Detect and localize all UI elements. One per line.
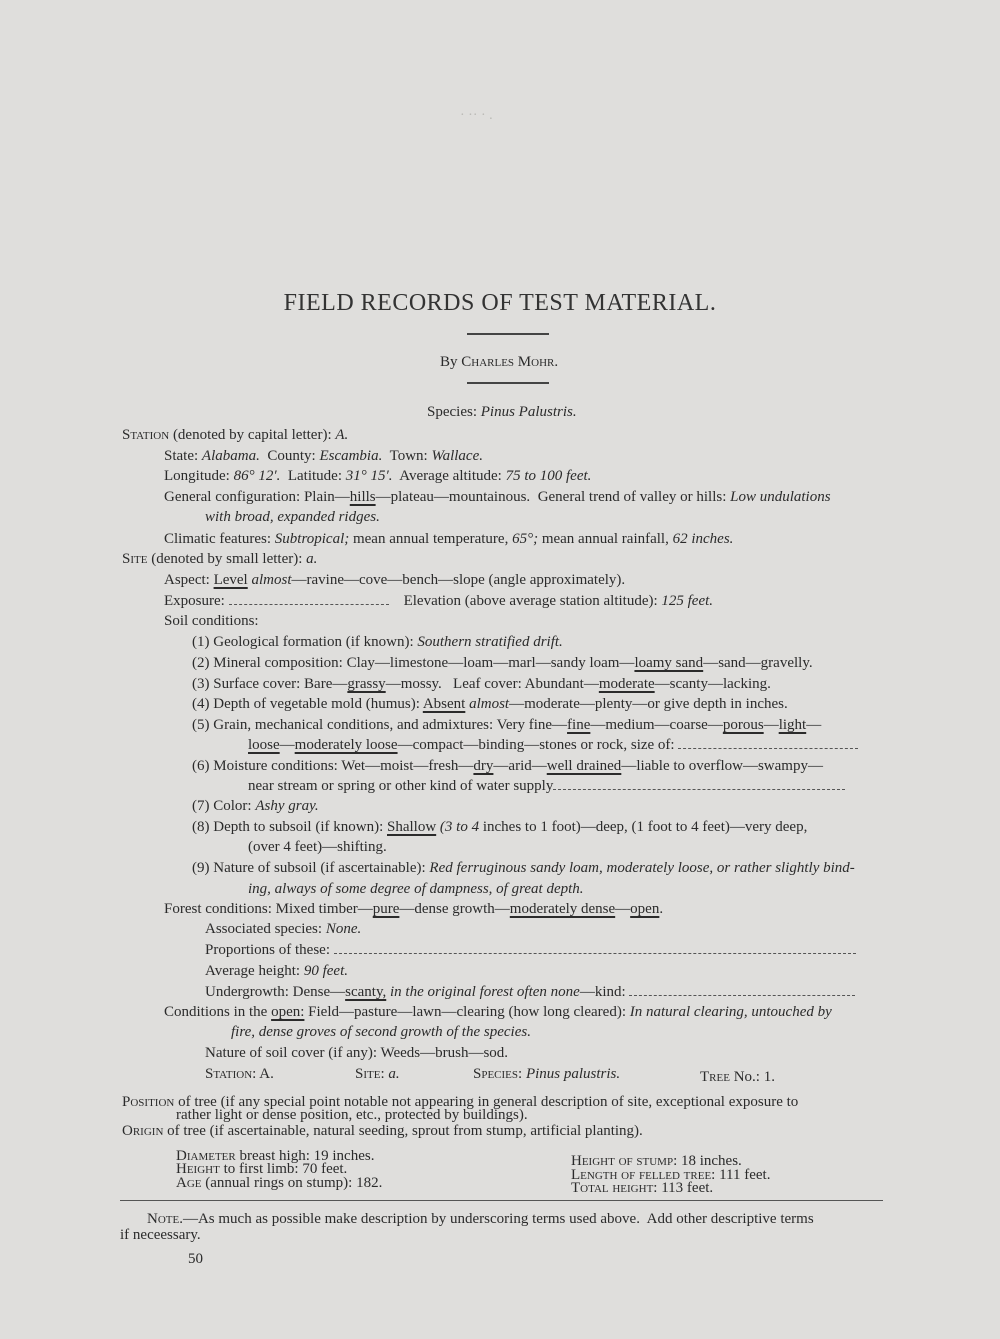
felled-label: Length of felled tree: [571, 1167, 716, 1183]
underscored-term: moderately dense [509, 901, 616, 917]
item-text: — [763, 717, 779, 733]
soil-conditions-label: Soil conditions: [164, 613, 259, 629]
item-label: Geological formation (if known): [213, 634, 414, 650]
site-label: Site: [355, 1066, 385, 1082]
item-text: near stream or spring or other kind of water supply [248, 778, 554, 794]
item-text: Depth to subsoil (if known): [213, 819, 384, 835]
under-italic: in the original forest often none [389, 984, 580, 1000]
item-number: (9) [192, 860, 210, 876]
origin-text: of tree (if ascertainable, natural seeding, sprout from stump, artificial planting). [167, 1123, 643, 1139]
soil-item-1 [192, 633, 563, 651]
site-line [122, 550, 317, 568]
underscored-term: grassy [347, 676, 386, 692]
config-label: General configuration: Plain— [164, 489, 350, 505]
elevation-value: 125 feet. [661, 593, 714, 609]
exposure-label: Exposure: [164, 593, 225, 609]
soil-item-6 [192, 757, 823, 775]
item-number: (8) [192, 819, 210, 835]
item-text: — [806, 717, 822, 733]
climate-line [164, 530, 733, 548]
underscored-term: open: [271, 1004, 305, 1020]
soil-item-9-continuation: ing, always of some degree of dampness, of great depth. [248, 881, 584, 897]
page-number: 50 [188, 1251, 203, 1267]
county-label: County: [267, 448, 316, 464]
tree-site [355, 1065, 400, 1083]
forest-conditions-line [164, 900, 663, 918]
underscored-term: moderate [598, 676, 655, 692]
aspect-level-underscored: Level [213, 572, 248, 588]
elevation-label: Elevation (above average station altitude): [403, 593, 658, 609]
open-text: Conditions in the [164, 1004, 268, 1020]
tree-no: No.: 1. [733, 1069, 775, 1085]
aspect-line [164, 571, 625, 589]
site-value: a. [306, 551, 318, 567]
note-text: —As much as possible make description by underscoring terms used above. Add other descriptive terms [182, 1211, 814, 1227]
bleed-through-mark: · ·· · . [460, 108, 493, 123]
state-line [164, 447, 483, 465]
station-label: Station [122, 427, 170, 443]
aspect-almost: almost [251, 572, 292, 588]
town-value: Wallace. [431, 448, 483, 464]
item-number: (5) [192, 717, 210, 733]
soil-item-2 [192, 654, 813, 672]
soil-cover-line: Nature of soil cover (if any): Weeds—brush—sod. [205, 1045, 509, 1061]
station-value: A. [335, 427, 349, 443]
item-number: (2) [192, 655, 210, 671]
station-value: A. [259, 1066, 274, 1082]
item-number: (7) [192, 798, 210, 814]
age-label: Age [176, 1175, 202, 1191]
item-italic: (3 to 4 [439, 819, 480, 835]
item-text: inches to 1 foot)—deep, (1 foot to 4 feet)—very deep, [482, 819, 808, 835]
assoc-label: Associated species: [205, 921, 323, 937]
undergrowth-line [205, 983, 855, 1001]
state-value: Alabama. [201, 448, 260, 464]
position-label: Position [122, 1094, 175, 1110]
state-label: State: [164, 448, 199, 464]
open-conditions-line [164, 1003, 832, 1021]
aspect-rest: —ravine—cove—bench—slope (angle approximately). [291, 572, 626, 588]
underscored-term: fine [567, 717, 591, 733]
soil-item-9 [192, 859, 855, 877]
note-divider [120, 1200, 883, 1201]
longitude-label: Longitude: [164, 468, 230, 484]
assoc-value: None. [325, 921, 362, 937]
kind-blank [629, 985, 855, 996]
open-text: Field—pasture—lawn—clearing (how long cleared): [308, 1004, 626, 1020]
author-name: Charles Mohr. [461, 354, 559, 370]
total-height-line [571, 1179, 713, 1197]
forest-text: —dense growth— [399, 901, 510, 917]
altitude-value: 75 to 100 feet. [505, 468, 592, 484]
latitude-value: 31° 15′. [345, 468, 393, 484]
site-label: Site [122, 551, 148, 567]
underscored-term: scanty, [345, 984, 387, 1000]
item-text: —moderate—plenty—or give depth in inches. [509, 696, 788, 712]
item-text: —compact—binding—stones or rock, size of: [397, 737, 675, 753]
prop-label: Proportions of these: [205, 942, 330, 958]
temp-value: 65°; [512, 531, 539, 547]
diameter-label: Diameter [176, 1148, 236, 1164]
item-text: Moisture conditions: Wet—moist—fresh— [213, 758, 474, 774]
felled-value: 111 feet. [719, 1167, 771, 1183]
item-number: (3) [192, 676, 210, 692]
config-hills-underscored: hills [349, 489, 376, 505]
item-value: Southern stratified drift. [417, 634, 563, 650]
soil-item-3 [192, 675, 771, 693]
forest-text: — [615, 901, 631, 917]
item-text: —arid— [493, 758, 547, 774]
underscored-term: well drained [546, 758, 622, 774]
height-label: Average height: [205, 963, 301, 979]
climate-value: Subtropical; [274, 531, 350, 547]
byline-rule [467, 382, 549, 384]
species-label: Species: [473, 1066, 523, 1082]
item-value: Ashy gray. [255, 798, 319, 814]
item-rest: —sand—gravelly. [703, 655, 813, 671]
underscored-term: Absent [422, 696, 466, 712]
site-desc: (denoted by small letter): [151, 551, 303, 567]
age-line [176, 1174, 382, 1192]
byline-by: By [440, 354, 458, 370]
origin-label: Origin [122, 1123, 164, 1139]
species-label: Species: [427, 404, 477, 420]
tree-species [473, 1065, 620, 1083]
underscored-term: light [778, 717, 807, 733]
item-label: Nature of subsoil (if ascertainable): [213, 860, 426, 876]
underscored-term: Shallow [387, 819, 437, 835]
item-label: Mineral composition: Clay—limestone—loam—marl—sandy loam— [213, 655, 635, 671]
item-value: Red ferruginous sandy loam, moderately loose, or rather slightly bind- [429, 860, 855, 876]
underscored-term: loamy sand [634, 655, 704, 671]
trend-label: General trend of valley or hills: [537, 489, 727, 505]
origin-line [122, 1122, 643, 1140]
item-text: — [279, 737, 295, 753]
underscored-term: loose [248, 737, 280, 753]
item-text: —scanty—lacking. [654, 676, 771, 692]
average-height-line [205, 962, 348, 980]
water-supply-blank [553, 779, 845, 790]
item-number: (6) [192, 758, 210, 774]
item-text: Surface cover: Bare— [213, 676, 348, 692]
under-text: Undergrowth: Dense— [205, 984, 346, 1000]
byline [440, 353, 558, 371]
item-italic: almost [469, 696, 510, 712]
site-value: a. [388, 1066, 400, 1082]
associated-species-line [205, 920, 361, 938]
aspect-label: Aspect: [164, 572, 210, 588]
note-line [147, 1210, 814, 1228]
station-line [122, 426, 348, 444]
config-rest: —plateau—mountainous. [375, 489, 531, 505]
limb-height-label: Height [176, 1161, 220, 1177]
county-value: Escambia. [319, 448, 383, 464]
soil-item-8 [192, 818, 807, 836]
position-continuation: rather light or dense position, etc., protected by buildings). [176, 1107, 528, 1123]
rain-label: mean annual rainfall, [541, 531, 669, 547]
item-text: Depth of vegetable mold (humus): [213, 696, 420, 712]
trend-value-1: Low undulations [730, 489, 831, 505]
note-label: Note. [147, 1211, 183, 1227]
proportions-blank [334, 943, 856, 954]
underscored-term: open [630, 901, 660, 917]
item-label: Color: [213, 798, 252, 814]
item-number: (1) [192, 634, 210, 650]
soil-item-5-continuation [248, 736, 858, 754]
underscored-term: pure [372, 901, 400, 917]
item-text: Grain, mechanical conditions, and admixtures: Very fine— [213, 717, 568, 733]
station-label: Station: [205, 1066, 257, 1082]
latitude-label: Latitude: [287, 468, 343, 484]
longitude-value: 86° 12′. [233, 468, 281, 484]
underscored-term: dry [473, 758, 494, 774]
stump-label: Height of stump: [571, 1153, 678, 1169]
total-value: 113 feet. [661, 1180, 714, 1196]
age-value: (annual rings on stump): 182. [205, 1175, 383, 1191]
proportions-line [205, 941, 856, 959]
species-value: Pinus Palustris. [480, 404, 577, 420]
under-text: —kind: [579, 984, 626, 1000]
forest-text: . [659, 901, 664, 917]
stump-value: 18 inches. [680, 1153, 742, 1169]
soil-item-8-continuation: (over 4 feet)—shifting. [248, 839, 387, 855]
diameter-value: breast high: 19 inches. [239, 1148, 375, 1164]
item-text: —mossy. Leaf cover: Abundant— [385, 676, 599, 692]
position-text: of tree (if any special point notable not appearing in general description of site, exceptional exposure to [178, 1094, 799, 1110]
item-number: (4) [192, 696, 210, 712]
soil-item-5 [192, 716, 821, 734]
configuration-line [164, 488, 831, 506]
height-value: 90 feet. [303, 963, 349, 979]
coordinates-line [164, 467, 591, 485]
total-label: Total height: [571, 1180, 658, 1196]
soil-item-7 [192, 797, 319, 815]
limb-height-value: to first limb: 70 feet. [223, 1161, 348, 1177]
tree-station [205, 1065, 274, 1083]
town-label: Town: [389, 448, 428, 464]
item-text: —liable to overflow—swampy— [621, 758, 823, 774]
temp-label: mean annual temperature, [352, 531, 509, 547]
soil-item-4 [192, 695, 788, 713]
size-blank [678, 738, 858, 749]
altitude-label: Average altitude: [399, 468, 502, 484]
exposure-line [164, 592, 713, 610]
station-desc: (denoted by capital letter): [172, 427, 332, 443]
underscored-term: porous [722, 717, 764, 733]
tree-label: Tree [700, 1069, 730, 1085]
tree-number [700, 1068, 775, 1086]
trend-continuation: with broad, expanded ridges. [205, 509, 380, 525]
species-value: Pinus palustris. [525, 1066, 621, 1082]
note-continuation: if neceessary. [120, 1227, 201, 1243]
forest-text: Forest conditions: Mixed timber— [164, 901, 373, 917]
rain-value: 62 inches. [672, 531, 734, 547]
exposure-blank [229, 594, 389, 605]
underscored-term: moderately loose [294, 737, 398, 753]
page-title: FIELD RECORDS OF TEST MATERIAL. [283, 290, 717, 316]
title-rule [467, 333, 549, 335]
soil-item-6-continuation [248, 777, 845, 795]
open-italic: In natural clearing, untouched by [629, 1004, 832, 1020]
open-continuation: fire, dense groves of second growth of the species. [231, 1024, 531, 1040]
item-text: —medium—coarse— [590, 717, 723, 733]
species-line [427, 403, 577, 421]
climate-label: Climatic features: [164, 531, 272, 547]
